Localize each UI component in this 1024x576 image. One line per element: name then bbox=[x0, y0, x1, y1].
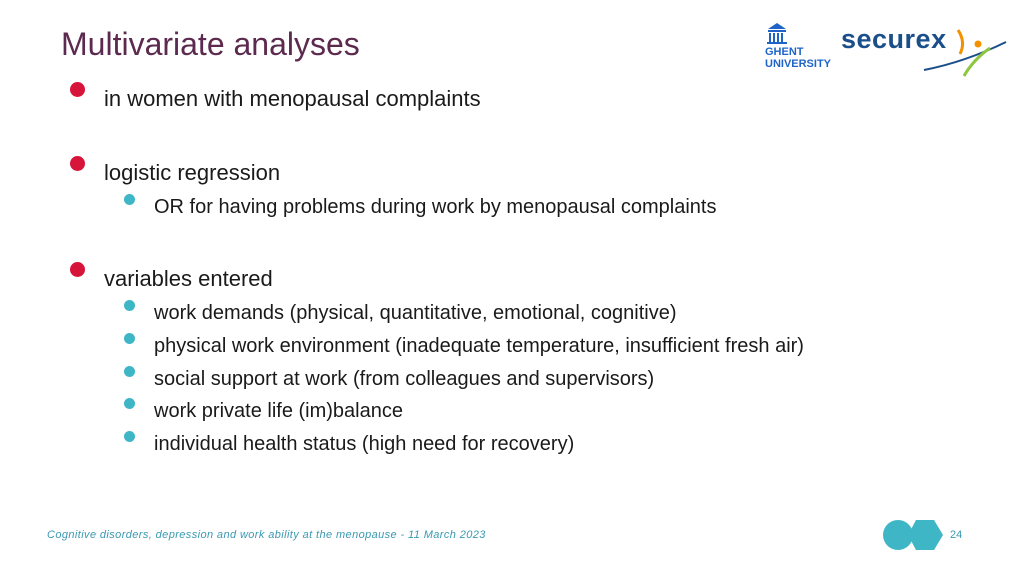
bullet-item: variables entered bbox=[104, 266, 273, 291]
ghent-university-wordmark bbox=[765, 46, 831, 70]
slide-title: Multivariate analyses bbox=[61, 26, 360, 62]
sub-bullet-dot-icon bbox=[124, 333, 135, 344]
bullet-dot-icon bbox=[70, 82, 85, 97]
securex-wordmark: securex bbox=[841, 24, 947, 54]
bullet-dot-icon bbox=[70, 262, 85, 277]
sub-bullet-item: social support at work (from colleagues and supervisors) bbox=[154, 368, 655, 390]
sub-bullet-item: work demands (physical, quantitative, emotional, cognitive) bbox=[154, 302, 677, 324]
page-number: 24 bbox=[950, 529, 963, 541]
ghent-line2: UNIVERSITY bbox=[765, 58, 832, 70]
footer-text: Cognitive disorders, depression and work ability at the menopause - 11 March 2023 bbox=[47, 529, 486, 541]
sub-bullet-dot-icon bbox=[124, 366, 135, 377]
bullet-item: logistic regression bbox=[104, 160, 281, 185]
bullet-dot-icon bbox=[70, 156, 85, 171]
sub-bullet-dot-icon bbox=[124, 194, 135, 205]
bullet-item: in women with menopausal complaints bbox=[104, 86, 481, 111]
sub-bullet-dot-icon bbox=[124, 431, 135, 442]
sub-bullet-item: physical work environment (inadequate temperature, insufficient fresh air) bbox=[154, 335, 804, 357]
sub-bullet-dot-icon bbox=[124, 398, 135, 409]
sub-bullet-item: OR for having problems during work by menopausal complaints bbox=[154, 196, 717, 218]
sub-bullet-dot-icon bbox=[124, 300, 135, 311]
sub-bullet-item: individual health status (high need for recovery) bbox=[154, 433, 575, 455]
footer-decoration-icon bbox=[882, 518, 944, 552]
sub-bullet-item: work private life (im)balance bbox=[154, 400, 403, 422]
ghent-line1: GHENT bbox=[765, 46, 804, 58]
